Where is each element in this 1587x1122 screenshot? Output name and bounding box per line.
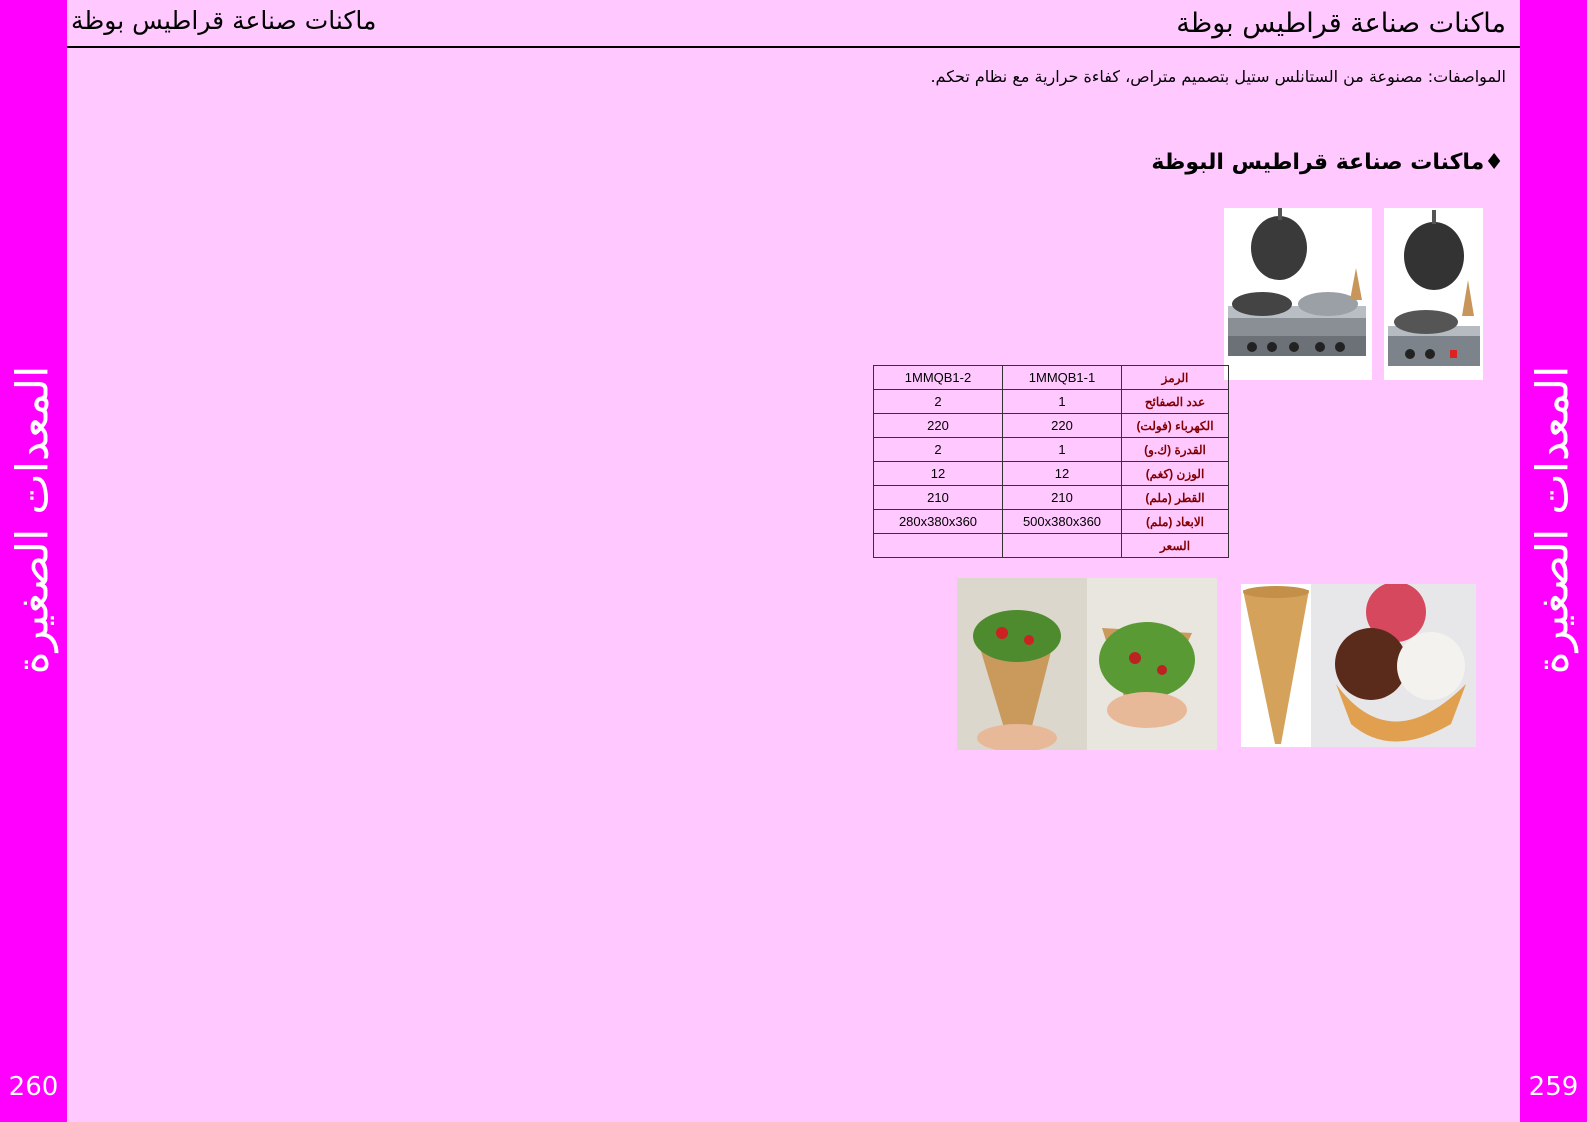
header-title-left: ماكنات صناعة قراطيس بوظة (71, 6, 377, 35)
row-label: القطر (ملم) (1122, 486, 1229, 510)
cell-model-2: 2 (874, 438, 1003, 462)
cell-model-1: 1MMQB1-1 (1003, 366, 1122, 390)
cell-model-1: 1 (1003, 390, 1122, 414)
row-label: الكهرباء (فولت) (1122, 414, 1229, 438)
header-title-right: ماكنات صناعة قراطيس بوظة (1176, 8, 1506, 39)
page-number: 259 (1528, 1072, 1579, 1102)
page-header (67, 0, 1520, 48)
cell-model-1: 220 (1003, 414, 1122, 438)
ice-cream-cone-bowl-photo (1241, 584, 1476, 747)
cell-model-2: 280x380x360 (874, 510, 1003, 534)
row-label: السعر (1122, 534, 1229, 558)
right-sidebar (1520, 0, 1587, 1122)
cell-model-1: 1 (1003, 438, 1122, 462)
row-label: الرمز (1122, 366, 1229, 390)
table-row (874, 462, 1229, 486)
cell-model-2: 1MMQB1-2 (874, 366, 1003, 390)
row-label: عدد الصفائح (1122, 390, 1229, 414)
section-heading: ♦ماكنات صناعة قراطيس البوظة (1151, 150, 1504, 175)
specifications-text: المواصفات: مصنوعة من الستانلس ستيل بتصميم متراص، كفاءة حرارية مع نظام تحكم. (930, 67, 1506, 86)
cell-model-2: 220 (874, 414, 1003, 438)
cell-model-1 (1003, 534, 1122, 558)
table-row (874, 438, 1229, 462)
sidebar-title: المعدات الصغيرة (7, 365, 59, 675)
cell-model-1: 500x380x360 (1003, 510, 1122, 534)
table-row (874, 414, 1229, 438)
cell-model-2 (874, 534, 1003, 558)
salad-cones-photo (957, 578, 1217, 750)
row-label: القدرة (ك.و) (1122, 438, 1229, 462)
left-sidebar (0, 0, 67, 1122)
cell-model-2: 210 (874, 486, 1003, 510)
table-row (874, 366, 1229, 390)
cell-model-1: 210 (1003, 486, 1122, 510)
cell-model-2: 12 (874, 462, 1003, 486)
cell-model-2: 2 (874, 390, 1003, 414)
table-row (874, 390, 1229, 414)
page-number: 260 (8, 1072, 59, 1102)
row-label: الابعاد (ملم) (1122, 510, 1229, 534)
spec-table (873, 365, 1229, 558)
row-label: الوزن (كغم) (1122, 462, 1229, 486)
table-row (874, 486, 1229, 510)
table-row (874, 510, 1229, 534)
table-row (874, 534, 1229, 558)
page-content (67, 0, 1520, 1122)
cell-model-1: 12 (1003, 462, 1122, 486)
single-cone-machine-photo (1384, 208, 1483, 380)
double-cone-machine-photo (1224, 208, 1372, 380)
sidebar-title: المعدات الصغيرة (1527, 365, 1579, 675)
